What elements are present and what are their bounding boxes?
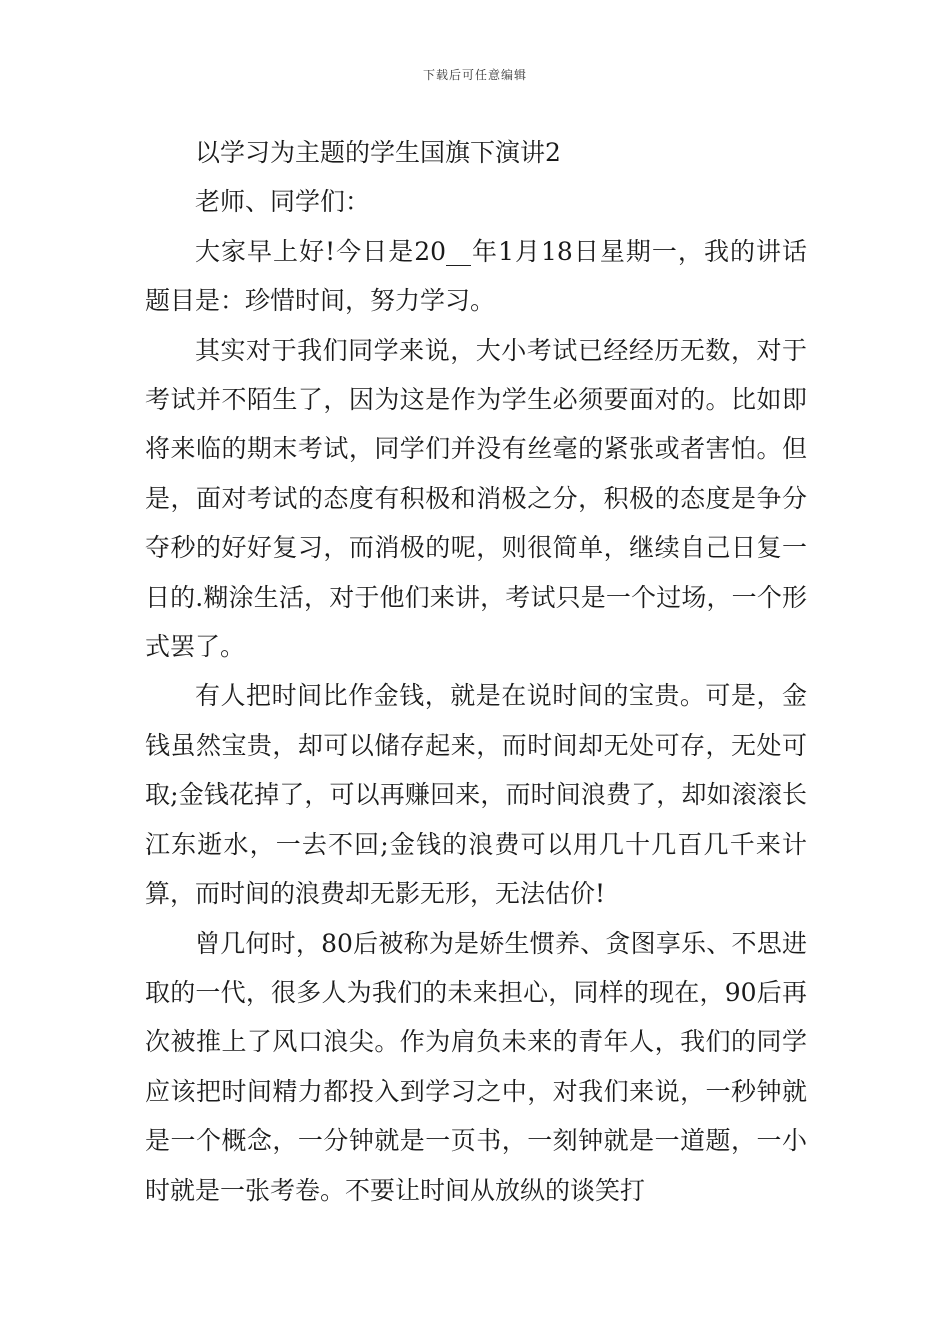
page-header-note: 下载后可任意编辑 [422,68,527,82]
greeting: 老师、同学们： [195,187,371,217]
paragraph-4: 曾几何时，80后被称为是娇生惯养、贪图享乐、不思进取的一代，很多人为我们的未来担心，同样的现在，90后再次被推上了风口浪尖。作为肩负未来的青年人，我们的同学应该把时间精力都投入到学习之中，对我们来说，一秒钟就是一个概念，一分钟就是一页书，一刻钟就是一道题，一小时就是一张考卷。不要让时间从放纵的谈笑打 [145,928,807,1205]
paragraph-3: 有人把时间比作金钱，就是在说时间的宝贵。可是，金钱虽然宝贵，却可以储存起来，而时间却无处可存，无处可取;金钱花掉了，可以再赚回来，而时间浪费了，却如滚滚长江东逝水，一去不回;金钱的浪费可以用几十几百几千来计算，而时间的浪费却无影无形，无法估价! [145,681,807,909]
paragraph-2: 其实对于我们同学来说，大小考试已经经历无数，对于考试并不陌生了，因为这是作为学生必须要面对的。比如即将来临的期末考试，同学们并没有丝毫的紧张或者害怕。但是，面对考试的态度有积极和消极之分，积极的态度是争分夺秒的好好复习，而消极的呢，则很简单，继续自己日复一日的.糊涂生活，对于他们来讲，考试只是一个过场，一个形式罢了。 [145,335,807,662]
speech-title: 以学习为主题的学生国旗下演讲2 [195,138,561,167]
document-body [145,128,807,1215]
paragraph-1: 大家早上好!今日是20__年1月18日星期一，我的讲话题目是：珍惜时间，努力学习。 [145,236,807,316]
